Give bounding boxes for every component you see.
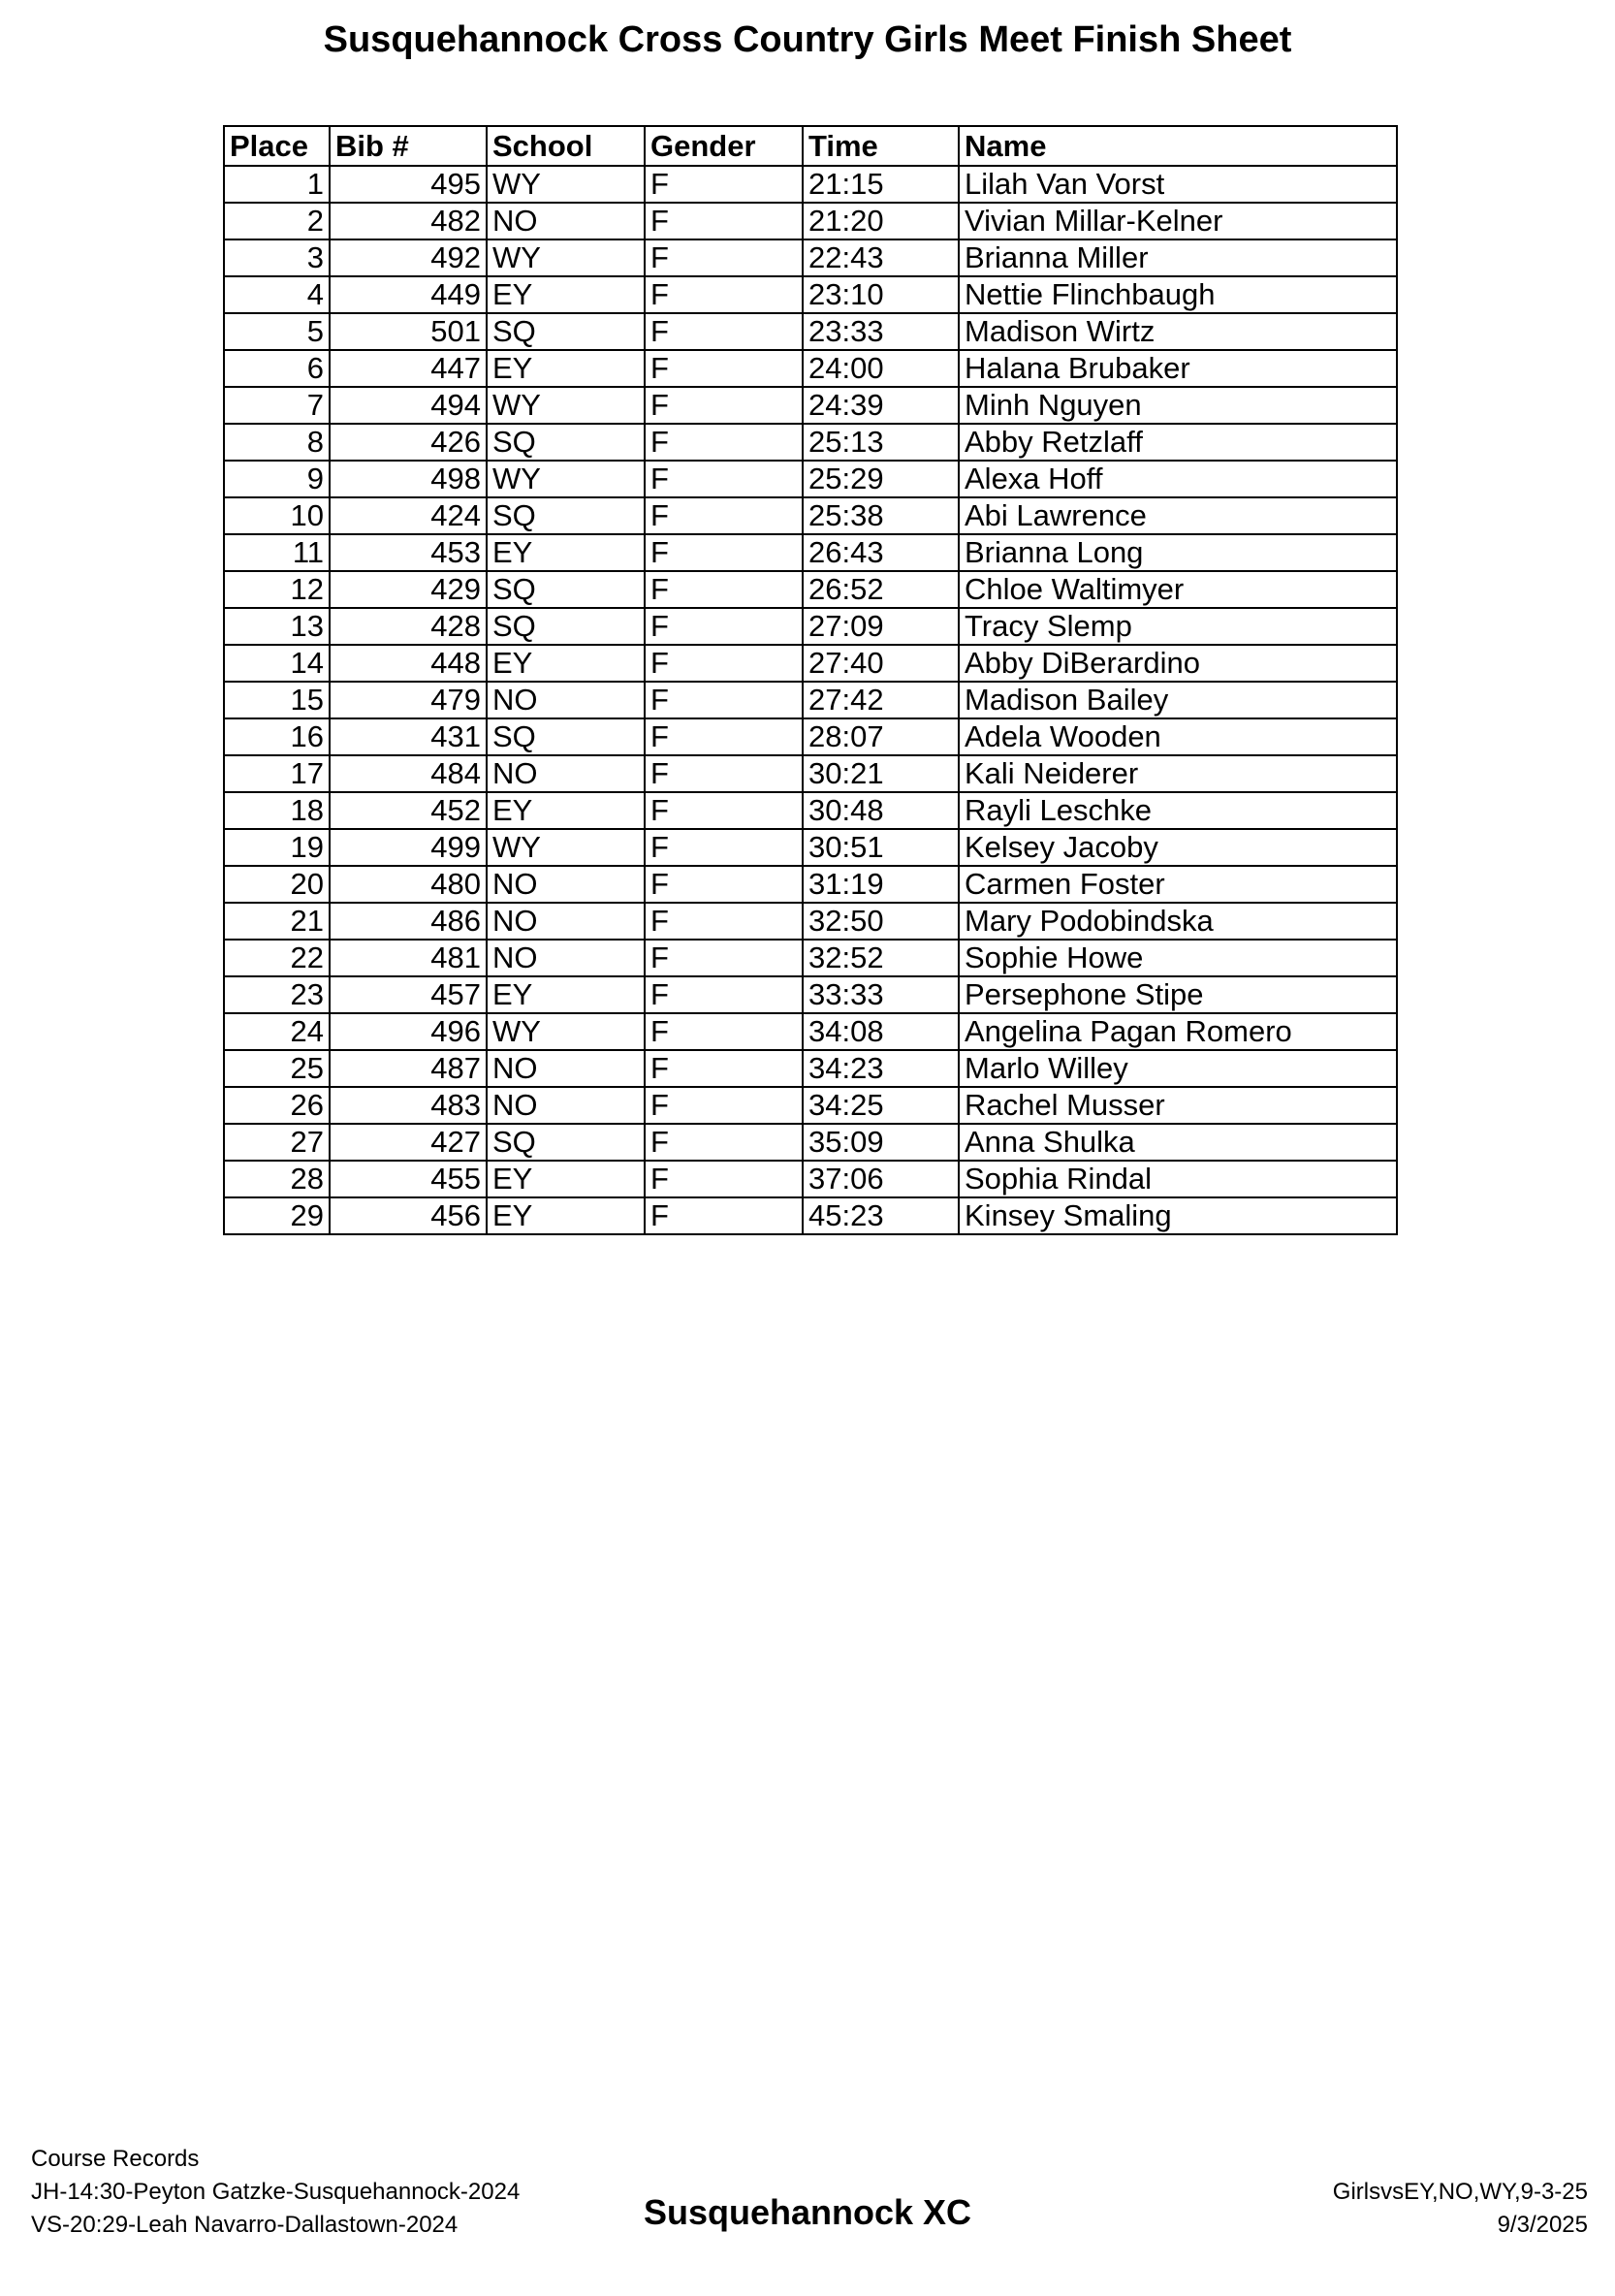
cell-school: NO xyxy=(487,866,645,903)
cell-place: 3 xyxy=(224,239,330,276)
cell-place: 20 xyxy=(224,866,330,903)
cell-gender: F xyxy=(645,166,803,203)
cell-school: SQ xyxy=(487,497,645,534)
cell-place: 16 xyxy=(224,718,330,755)
cell-time: 37:06 xyxy=(803,1161,959,1197)
cell-gender: F xyxy=(645,940,803,976)
cell-name: Sophia Rindal xyxy=(959,1161,1397,1197)
cell-bib: 483 xyxy=(330,1087,487,1124)
cell-name: Kelsey Jacoby xyxy=(959,829,1397,866)
cell-time: 35:09 xyxy=(803,1124,959,1161)
cell-school: EY xyxy=(487,976,645,1013)
cell-place: 10 xyxy=(224,497,330,534)
header-bib: Bib # xyxy=(330,126,487,166)
table-row xyxy=(224,1013,1397,1050)
table-row xyxy=(224,755,1397,792)
cell-name: Alexa Hoff xyxy=(959,461,1397,497)
cell-place: 7 xyxy=(224,387,330,424)
cell-gender: F xyxy=(645,903,803,940)
cell-name: Persephone Stipe xyxy=(959,976,1397,1013)
cell-school: NO xyxy=(487,682,645,718)
cell-bib: 499 xyxy=(330,829,487,866)
cell-gender: F xyxy=(645,682,803,718)
cell-time: 23:33 xyxy=(803,313,959,350)
cell-school: SQ xyxy=(487,571,645,608)
cell-time: 25:38 xyxy=(803,497,959,534)
cell-name: Tracy Slemp xyxy=(959,608,1397,645)
cell-bib: 498 xyxy=(330,461,487,497)
cell-bib: 428 xyxy=(330,608,487,645)
cell-name: Carmen Foster xyxy=(959,866,1397,903)
cell-time: 30:48 xyxy=(803,792,959,829)
cell-bib: 424 xyxy=(330,497,487,534)
cell-gender: F xyxy=(645,313,803,350)
cell-time: 21:20 xyxy=(803,203,959,239)
cell-time: 34:23 xyxy=(803,1050,959,1087)
footer-file-ref: GirlsvsEY,NO,WY,9-3-25 xyxy=(1332,2179,1588,2205)
cell-bib: 496 xyxy=(330,1013,487,1050)
cell-school: WY xyxy=(487,461,645,497)
cell-bib: 480 xyxy=(330,866,487,903)
cell-school: EY xyxy=(487,1161,645,1197)
cell-gender: F xyxy=(645,497,803,534)
cell-name: Brianna Miller xyxy=(959,239,1397,276)
cell-name: Kinsey Smaling xyxy=(959,1197,1397,1234)
table-row xyxy=(224,1161,1397,1197)
cell-place: 8 xyxy=(224,424,330,461)
cell-bib: 495 xyxy=(330,166,487,203)
table-row xyxy=(224,1087,1397,1124)
footer-meta xyxy=(1333,2176,1588,2242)
cell-school: EY xyxy=(487,534,645,571)
cell-place: 21 xyxy=(224,903,330,940)
cell-bib: 455 xyxy=(330,1161,487,1197)
cell-name: Marlo Willey xyxy=(959,1050,1397,1087)
cell-place: 2 xyxy=(224,203,330,239)
cell-gender: F xyxy=(645,1124,803,1161)
cell-bib: 487 xyxy=(330,1050,487,1087)
cell-school: SQ xyxy=(487,718,645,755)
cell-time: 30:51 xyxy=(803,829,959,866)
cell-gender: F xyxy=(645,387,803,424)
cell-place: 29 xyxy=(224,1197,330,1234)
cell-gender: F xyxy=(645,718,803,755)
cell-name: Angelina Pagan Romero xyxy=(959,1013,1397,1050)
cell-school: SQ xyxy=(487,424,645,461)
cell-bib: 484 xyxy=(330,755,487,792)
cell-name: Rachel Musser xyxy=(959,1087,1397,1124)
table-row xyxy=(224,350,1397,387)
cell-gender: F xyxy=(645,1050,803,1087)
cell-name: Abby Retzlaff xyxy=(959,424,1397,461)
table-row xyxy=(224,166,1397,203)
cell-place: 24 xyxy=(224,1013,330,1050)
cell-name: Minh Nguyen xyxy=(959,387,1397,424)
cell-gender: F xyxy=(645,461,803,497)
table-row xyxy=(224,571,1397,608)
table-header-row xyxy=(224,126,1397,166)
cell-name: Anna Shulka xyxy=(959,1124,1397,1161)
cell-bib: 427 xyxy=(330,1124,487,1161)
results-body xyxy=(224,166,1397,1234)
cell-place: 14 xyxy=(224,645,330,682)
cell-place: 19 xyxy=(224,829,330,866)
cell-place: 17 xyxy=(224,755,330,792)
cell-gender: F xyxy=(645,755,803,792)
cell-school: EY xyxy=(487,792,645,829)
cell-place: 12 xyxy=(224,571,330,608)
cell-place: 1 xyxy=(224,166,330,203)
cell-gender: F xyxy=(645,276,803,313)
cell-place: 9 xyxy=(224,461,330,497)
cell-time: 25:29 xyxy=(803,461,959,497)
cell-name: Brianna Long xyxy=(959,534,1397,571)
table-row xyxy=(224,276,1397,313)
table-row xyxy=(224,203,1397,239)
header-name: Name xyxy=(959,126,1397,166)
cell-place: 13 xyxy=(224,608,330,645)
cell-time: 27:42 xyxy=(803,682,959,718)
cell-gender: F xyxy=(645,571,803,608)
table-row xyxy=(224,608,1397,645)
header-school: School xyxy=(487,126,645,166)
table-row xyxy=(224,940,1397,976)
cell-time: 34:25 xyxy=(803,1087,959,1124)
cell-gender: F xyxy=(645,534,803,571)
cell-gender: F xyxy=(645,608,803,645)
cell-name: Halana Brubaker xyxy=(959,350,1397,387)
cell-place: 23 xyxy=(224,976,330,1013)
cell-bib: 449 xyxy=(330,276,487,313)
cell-bib: 447 xyxy=(330,350,487,387)
cell-name: Madison Wirtz xyxy=(959,313,1397,350)
cell-bib: 501 xyxy=(330,313,487,350)
table-row xyxy=(224,829,1397,866)
cell-school: EY xyxy=(487,350,645,387)
cell-gender: F xyxy=(645,1013,803,1050)
table-row xyxy=(224,976,1397,1013)
cell-place: 11 xyxy=(224,534,330,571)
cell-name: Abi Lawrence xyxy=(959,497,1397,534)
cell-school: NO xyxy=(487,940,645,976)
cell-place: 27 xyxy=(224,1124,330,1161)
cell-time: 33:33 xyxy=(803,976,959,1013)
cell-school: WY xyxy=(487,239,645,276)
cell-name: Madison Bailey xyxy=(959,682,1397,718)
cell-time: 22:43 xyxy=(803,239,959,276)
cell-name: Sophie Howe xyxy=(959,940,1397,976)
cell-bib: 426 xyxy=(330,424,487,461)
cell-bib: 431 xyxy=(330,718,487,755)
cell-school: SQ xyxy=(487,608,645,645)
table-row xyxy=(224,424,1397,461)
cell-place: 6 xyxy=(224,350,330,387)
footer-date: 9/3/2025 xyxy=(1497,2212,1588,2238)
cell-gender: F xyxy=(645,203,803,239)
cell-bib: 481 xyxy=(330,940,487,976)
cell-bib: 448 xyxy=(330,645,487,682)
cell-name: Mary Podobindska xyxy=(959,903,1397,940)
cell-time: 23:10 xyxy=(803,276,959,313)
course-record-vs: VS-20:29-Leah Navarro-Dallastown-2024 xyxy=(31,2212,459,2238)
footer-team-label: Susquehannock XC xyxy=(643,2192,972,2232)
cell-time: 21:15 xyxy=(803,166,959,203)
results-table xyxy=(223,125,1398,1235)
cell-school: NO xyxy=(487,1087,645,1124)
table-row xyxy=(224,645,1397,682)
cell-name: Chloe Waltimyer xyxy=(959,571,1397,608)
cell-time: 25:13 xyxy=(803,424,959,461)
cell-gender: F xyxy=(645,1197,803,1234)
cell-gender: F xyxy=(645,1161,803,1197)
header-time: Time xyxy=(803,126,959,166)
cell-school: WY xyxy=(487,1013,645,1050)
cell-time: 32:50 xyxy=(803,903,959,940)
cell-time: 28:07 xyxy=(803,718,959,755)
cell-time: 32:52 xyxy=(803,940,959,976)
cell-school: EY xyxy=(487,1197,645,1234)
cell-place: 15 xyxy=(224,682,330,718)
table-row xyxy=(224,866,1397,903)
table-row xyxy=(224,461,1397,497)
page-title: Susquehannock Cross Country Girls Meet Finish Sheet xyxy=(323,19,1292,60)
cell-gender: F xyxy=(645,239,803,276)
cell-gender: F xyxy=(645,645,803,682)
cell-school: NO xyxy=(487,755,645,792)
cell-place: 4 xyxy=(224,276,330,313)
table-row xyxy=(224,718,1397,755)
cell-name: Lilah Van Vorst xyxy=(959,166,1397,203)
cell-time: 27:40 xyxy=(803,645,959,682)
cell-gender: F xyxy=(645,866,803,903)
cell-gender: F xyxy=(645,829,803,866)
cell-place: 5 xyxy=(224,313,330,350)
cell-place: 18 xyxy=(224,792,330,829)
cell-school: SQ xyxy=(487,1124,645,1161)
cell-name: Rayli Leschke xyxy=(959,792,1397,829)
cell-bib: 429 xyxy=(330,571,487,608)
cell-school: EY xyxy=(487,645,645,682)
cell-bib: 494 xyxy=(330,387,487,424)
cell-time: 30:21 xyxy=(803,755,959,792)
cell-gender: F xyxy=(645,976,803,1013)
cell-school: WY xyxy=(487,829,645,866)
cell-time: 31:19 xyxy=(803,866,959,903)
table-row xyxy=(224,313,1397,350)
cell-time: 26:43 xyxy=(803,534,959,571)
course-record-jh: JH-14:30-Peyton Gatzke-Susquehannock-2024 xyxy=(31,2179,521,2205)
cell-place: 22 xyxy=(224,940,330,976)
cell-bib: 456 xyxy=(330,1197,487,1234)
cell-bib: 479 xyxy=(330,682,487,718)
header-gender: Gender xyxy=(645,126,803,166)
cell-bib: 457 xyxy=(330,976,487,1013)
cell-bib: 486 xyxy=(330,903,487,940)
cell-gender: F xyxy=(645,350,803,387)
cell-time: 27:09 xyxy=(803,608,959,645)
table-row xyxy=(224,1124,1397,1161)
cell-school: NO xyxy=(487,903,645,940)
cell-bib: 452 xyxy=(330,792,487,829)
cell-name: Kali Neiderer xyxy=(959,755,1397,792)
cell-place: 26 xyxy=(224,1087,330,1124)
cell-place: 25 xyxy=(224,1050,330,1087)
cell-school: WY xyxy=(487,387,645,424)
cell-time: 45:23 xyxy=(803,1197,959,1234)
cell-bib: 482 xyxy=(330,203,487,239)
table-row xyxy=(224,682,1397,718)
cell-school: SQ xyxy=(487,313,645,350)
table-row xyxy=(224,903,1397,940)
table-row xyxy=(224,534,1397,571)
cell-name: Nettie Flinchbaugh xyxy=(959,276,1397,313)
cell-gender: F xyxy=(645,424,803,461)
cell-time: 24:00 xyxy=(803,350,959,387)
course-records-heading: Course Records xyxy=(31,2146,200,2172)
table-row xyxy=(224,1050,1397,1087)
cell-name: Abby DiBerardino xyxy=(959,645,1397,682)
cell-time: 26:52 xyxy=(803,571,959,608)
table-row xyxy=(224,497,1397,534)
cell-gender: F xyxy=(645,792,803,829)
cell-name: Adela Wooden xyxy=(959,718,1397,755)
table-row xyxy=(224,1197,1397,1234)
cell-name: Vivian Millar-Kelner xyxy=(959,203,1397,239)
table-row xyxy=(224,792,1397,829)
cell-time: 34:08 xyxy=(803,1013,959,1050)
cell-gender: F xyxy=(645,1087,803,1124)
cell-bib: 453 xyxy=(330,534,487,571)
cell-bib: 492 xyxy=(330,239,487,276)
cell-place: 28 xyxy=(224,1161,330,1197)
cell-time: 24:39 xyxy=(803,387,959,424)
cell-school: WY xyxy=(487,166,645,203)
cell-school: NO xyxy=(487,203,645,239)
cell-school: EY xyxy=(487,276,645,313)
table-row xyxy=(224,387,1397,424)
cell-school: NO xyxy=(487,1050,645,1087)
header-place: Place xyxy=(224,126,330,166)
table-row xyxy=(224,239,1397,276)
